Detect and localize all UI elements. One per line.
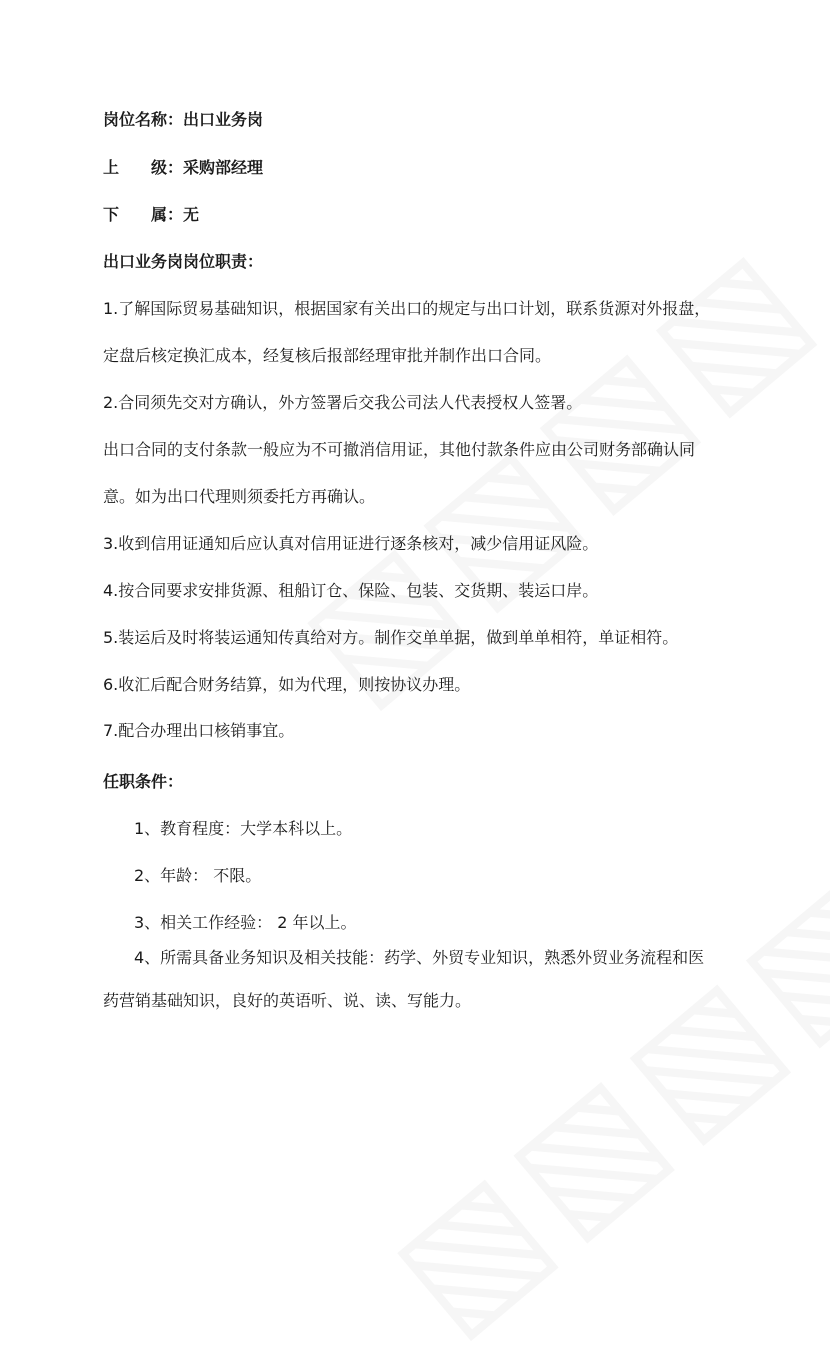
- superior-label-rest: 级：: [151, 158, 184, 177]
- position-name-value: 出口业务岗: [183, 110, 264, 129]
- requirement-item: 2、年龄： 不限。: [134, 866, 262, 885]
- duty-line: 6.收汇后配合财务结算，如为代理，则按协议办理。: [103, 675, 471, 694]
- duty-line: 定盘后核定换汇成本，经复核后报部经理审批并制作出口合同。: [103, 346, 552, 365]
- duties-heading: 出口业务岗岗位职责：: [103, 252, 264, 271]
- subordinate-label-rest: 属：: [151, 205, 184, 224]
- duty-line: 出口合同的支付条款一般应为不可撤消信用证，其他付款条件应由公司财务部确认同: [103, 440, 696, 459]
- requirement-item: 1、教育程度：大学本科以上。: [134, 819, 353, 838]
- superior-value: 采购部经理: [183, 158, 264, 177]
- requirement-item: 3、相关工作经验： 2 年以上。: [134, 913, 357, 932]
- duty-line: 1.了解国际贸易基础知识，根据国家有关出口的规定与出口计划，联系货源对外报盘，: [103, 299, 711, 318]
- duty-line: 3.收到信用证通知后应认真对信用证进行逐条核对，减少信用证风险。: [103, 534, 599, 553]
- requirement-item: 4、所需具备业务知识及相关技能：药学、外贸专业知识，熟悉外贸业务流程和医: [134, 948, 705, 967]
- duty-line: 4.按合同要求安排货源、租船订仓、保险、包装、交货期、装运口岸。: [103, 581, 599, 600]
- duty-line: 7.配合办理出口核销事宜。: [103, 721, 295, 740]
- duty-line: 2.合同须先交对方确认，外方签署后交我公司法人代表授权人签署。: [103, 393, 583, 412]
- superior-label-first-char: 上: [103, 158, 120, 177]
- duty-line: 意。如为出口代理则须委托方再确认。: [103, 487, 376, 506]
- watermark: [360, 840, 830, 1363]
- requirements-heading: 任职条件：: [103, 772, 184, 791]
- superior-field: [103, 156, 263, 180]
- watermark: [270, 210, 830, 733]
- position-name-label: 岗位名称：: [103, 110, 184, 129]
- requirement-item-continuation: 药营销基础知识，良好的英语听、说、读、写能力。: [103, 991, 472, 1010]
- subordinate-field: [103, 203, 199, 227]
- duty-line: 5.装运后及时将装运通知传真给对方。制作交单单据，做到单单相符，单证相符。: [103, 628, 679, 647]
- subordinate-value: 无: [183, 205, 200, 224]
- subordinate-label-first-char: 下: [103, 205, 120, 224]
- position-name-field: [103, 108, 263, 132]
